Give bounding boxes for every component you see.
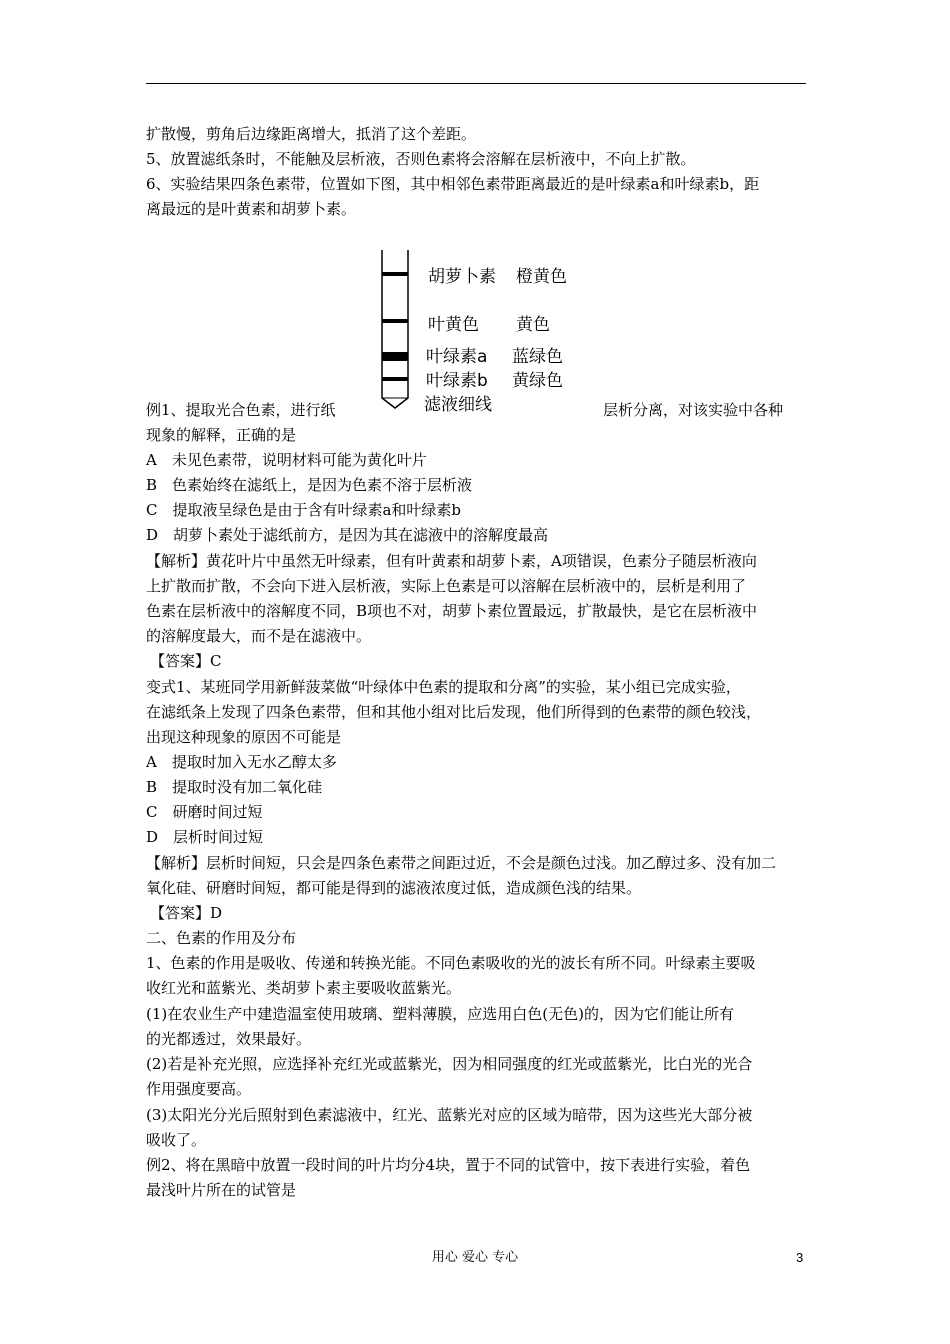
text-line: 离最远的是叶黄素和胡萝卜素。 — [146, 200, 357, 218]
example1-stem-right: 层析分离，对该实验中各种 — [603, 401, 784, 419]
example1-option: B 色素始终在滤纸上，是因为色素不溶于层析液 — [146, 476, 473, 494]
variant1-option: B 提取时没有加二氧化硅 — [146, 778, 323, 796]
example1-analysis: 【解析】黄花叶片中虽然无叶绿素，但有叶黄素和胡萝卜素，A项错误，色素分子随层析液向 — [146, 552, 757, 570]
band-label-xanthophyll: 叶黄色 — [428, 315, 479, 335]
variant1-answer: 【答案】D — [150, 904, 223, 922]
example1-analysis: 的溶解度最大，而不是在滤液中。 — [146, 627, 372, 645]
section2-paragraph: 作用强度要高。 — [146, 1080, 252, 1098]
band-chlorophyll-a — [382, 352, 408, 361]
variant1-option: D 层析时间过短 — [146, 828, 264, 846]
section2-paragraph: 最浅叶片所在的试管是 — [146, 1181, 297, 1199]
band-color-chlorophyll-b: 黄绿色 — [512, 371, 563, 391]
band-xanthophyll — [382, 319, 408, 323]
variant1-option: A 提取时加入无水乙醇太多 — [146, 753, 337, 771]
text-line: 5、放置滤纸条时，不能触及层析液，否则色素将会溶解在层析液中，不向上扩散。 — [146, 150, 696, 168]
header-rule — [146, 83, 806, 84]
section2-paragraph: 的光都透过，效果最好。 — [146, 1030, 312, 1048]
variant1-analysis: 氧化硅、研磨时间短，都可能是得到的滤液浓度过低，造成颜色浅的结果。 — [146, 879, 642, 897]
example1-answer: 【答案】C — [150, 652, 222, 670]
section2-paragraph: 吸收了。 — [146, 1131, 207, 1149]
variant1-option: C 研磨时间过短 — [146, 803, 263, 821]
example1-analysis: 上扩散而扩散，不会向下进入层析液，实际上色素是可以溶解在层析液中的，层析是利用了 — [146, 577, 747, 595]
chromatography-strip-figure — [376, 248, 596, 420]
section2-paragraph: (2)若是补充光照，应选择补充红光或蓝紫光，因为相同强度的红光或蓝紫光，比白光的光合 — [146, 1055, 753, 1073]
section2-heading: 二、色素的作用及分布 — [146, 929, 297, 947]
base-line-label: 滤液细线 — [424, 395, 492, 415]
example1-stem-left: 例1、提取光合色素，进行纸 — [146, 401, 336, 419]
example1-option: A 未见色素带，说明材料可能为黄化叶片 — [146, 451, 427, 469]
example1-analysis: 色素在层析液中的溶解度不同，B项也不对，胡萝卜素位置最远，扩散最快，是它在层析液中 — [146, 602, 758, 620]
variant1-stem: 变式1、某班同学用新鲜菠菜做“叶绿体中色素的提取和分离”的实验，某小组已完成实验， — [146, 678, 741, 696]
example1-stem-cont: 现象的解释，正确的是 — [146, 426, 297, 444]
band-color-chlorophyll-a: 蓝绿色 — [512, 347, 563, 367]
section2-paragraph: 1、色素的作用是吸收、传递和转换光能。不同色素吸收的光的波长有所不同。叶绿素主要吸 — [146, 954, 756, 972]
page-number: 3 — [796, 1250, 804, 1265]
band-color-xanthophyll: 黄色 — [516, 315, 550, 335]
band-label-carotene: 胡萝卜素 — [428, 267, 496, 287]
band-chlorophyll-b — [382, 377, 408, 381]
page-footer: 用心 爱心 专心 — [431, 1250, 519, 1265]
section2-paragraph: (3)太阳光分光后照射到色素滤液中，红光、蓝紫光对应的区域为暗带，因为这些光大部分被 — [146, 1106, 753, 1124]
variant1-stem: 出现这种现象的原因不可能是 — [146, 728, 342, 746]
section2-paragraph: (1)在农业生产中建造温室使用玻璃、塑料薄膜，应选用白色(无色)的，因为它们能让所有 — [146, 1005, 734, 1023]
band-label-chlorophyll-b: 叶绿素b — [426, 371, 488, 391]
band-label-chlorophyll-a: 叶绿素a — [426, 347, 488, 367]
band-color-carotene: 橙黄色 — [516, 267, 567, 287]
example1-option: C 提取液呈绿色是由于含有叶绿素a和叶绿素b — [146, 501, 462, 519]
example1-option: D 胡萝卜素处于滤纸前方，是因为其在滤液中的溶解度最高 — [146, 526, 549, 544]
text-line: 6、实验结果四条色素带，位置如下图，其中相邻色素带距离最近的是叶绿素a和叶绿素b，距 — [146, 175, 760, 193]
section2-paragraph: 收红光和蓝紫光、类胡萝卜素主要吸收蓝紫光。 — [146, 979, 462, 997]
band-carotene — [382, 272, 408, 276]
text-line: 扩散慢，剪角后边缘距离增大，抵消了这个差距。 — [146, 125, 477, 143]
variant1-stem: 在滤纸条上发现了四条色素带，但和其他小组对比后发现，他们所得到的色素带的颜色较浅， — [146, 703, 762, 721]
section2-paragraph: 例2、将在黑暗中放置一段时间的叶片均分4块，置于不同的试管中，按下表进行实验，着色 — [146, 1156, 751, 1174]
variant1-analysis: 【解析】层析时间短，只会是四条色素带之间距过近，不会是颜色过浅。加乙醇过多、没有加二 — [146, 854, 777, 872]
